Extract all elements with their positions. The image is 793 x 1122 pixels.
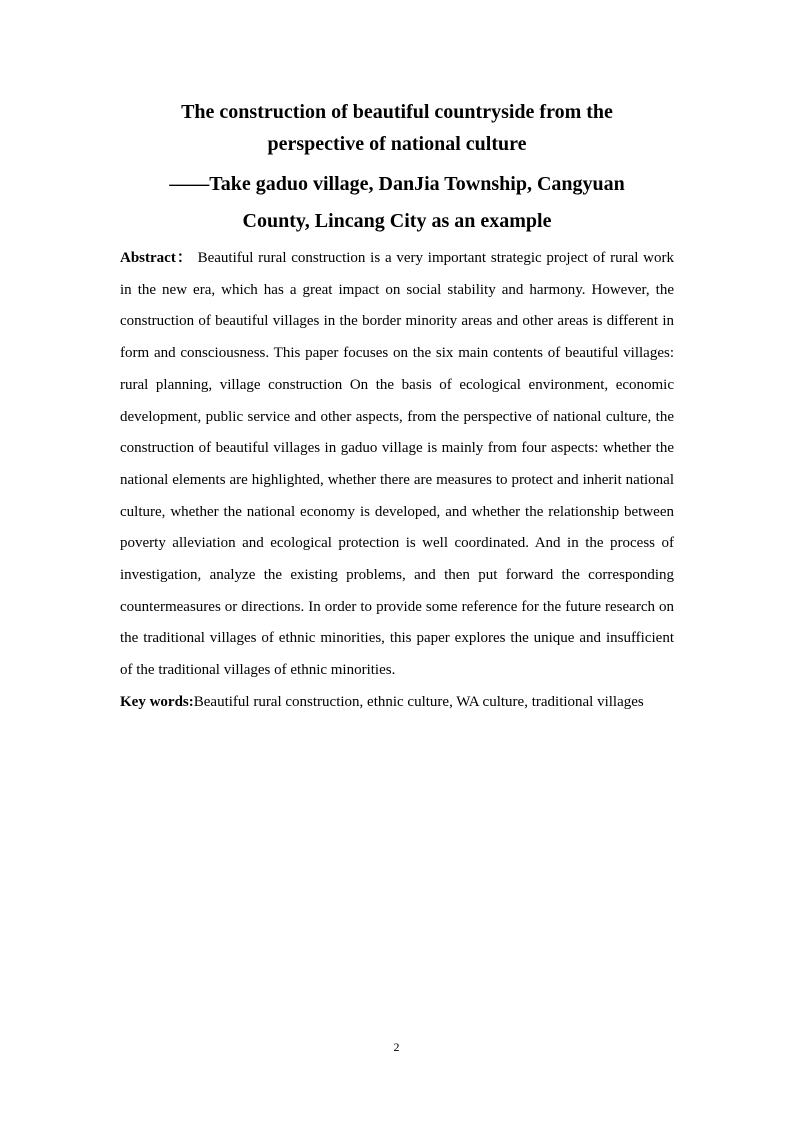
keywords-label: Key words:	[120, 693, 194, 710]
abstract-section	[120, 243, 674, 719]
paper-subtitle-line-2: County, Lincang City as an example	[242, 210, 552, 232]
abstract-label: Abstract：	[120, 250, 193, 266]
keywords-text: Beautiful rural construction, ethnic culture, WA culture, traditional villages	[193, 693, 644, 710]
paper-title-block	[120, 96, 674, 240]
abstract-paragraph	[120, 243, 674, 687]
abstract-text: Beautiful rural construction is a very important strategic project of rural work in the new era, which has a great impact on social stability and harmony. However, the construction of beautiful villages in the border minority areas and other areas is different in form and consciousness. This paper focuses on the six main contents of beautiful villages: rural planning, village construction On the basis of ecological environment, economic development, public service and other aspects, from the perspective of national culture, the construction of beautiful villages in gaduo village is mainly from four aspects: whether the national elements are highlighted, whether there are measures to protect and inherit national culture, whether the national economy is developed, and whether the relationship between poverty alleviation and ecological protection is well coordinated. And in the process of investigation, analyze the existing problems, and then put forward the corresponding countermeasures or directions. In order to provide some reference for the future research on the traditional villages of ethnic minorities, this paper explores the unique and insufficient of the traditional villages of ethnic minorities.	[120, 250, 674, 679]
paper-subtitle-line-1: ——Take gaduo village, DanJia Township, Cangyuan	[169, 173, 625, 195]
page-number: 2	[393, 1040, 400, 1054]
paper-title-line-2: perspective of national culture	[267, 133, 527, 155]
keywords-paragraph	[120, 687, 674, 719]
paper-title-line-1: The construction of beautiful countryside from the	[181, 101, 613, 123]
